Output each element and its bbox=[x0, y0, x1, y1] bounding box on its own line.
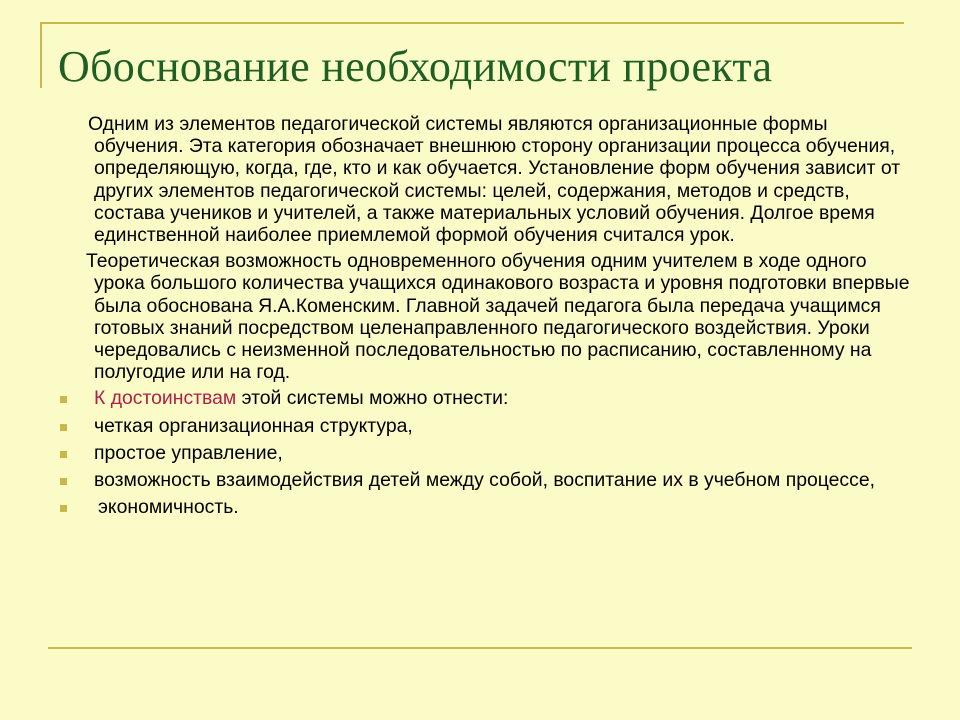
list-item bbox=[58, 469, 918, 491]
bottom-rule bbox=[48, 647, 912, 649]
bullet-square-icon bbox=[60, 478, 67, 485]
paragraph-2: Теоретическая возможность одновременного обучения одним учителем в ходе одного урока большого количества учащихся одинакового возраста и уровня подготовки впервые была обоснована Я.А.Коменским. Главной задачей педагога была передача учащимся готовых знаний посредством целенаправленного педагогического воздействия. Уроки чередовались с неизменной последовательностью по расписанию, составленному на полугодие или на год. bbox=[86, 250, 910, 384]
bullet-square-icon bbox=[60, 396, 67, 403]
list-item bbox=[58, 496, 918, 518]
bullet-text: возможность взаимодействия детей между собой, воспитание их в учебном процессе, bbox=[94, 469, 875, 492]
bullet-text: простое управление, bbox=[94, 441, 283, 464]
slide-title: Обоснование необходимости проекта bbox=[58, 42, 773, 91]
list-item-lead bbox=[58, 387, 918, 409]
lead-prefix: К bbox=[94, 387, 111, 410]
lead-highlight: достоинствам bbox=[110, 387, 237, 410]
list-item bbox=[58, 442, 918, 464]
list-item bbox=[58, 415, 918, 437]
bullet-square-icon bbox=[60, 505, 67, 512]
lead-suffix: этой системы можно отнести: bbox=[236, 387, 509, 410]
bullet-text: четкая организационная структура, bbox=[94, 414, 413, 437]
slide-body bbox=[58, 113, 918, 523]
paragraph-1: Одним из элементов педагогической системы являются организационные формы обучения. Эта категория обозначает внешнюю сторону организации процесса обучения, определяющую, когда, где, кто и как обучается. Установление форм обучения зависит от других элементов педагогической системы: целей, содержания, методов и средств, состава учеников и учителей, а также материальных условий обучения. Долгое время единственной наиболее приемлемой формой обучения считался урок. bbox=[88, 113, 901, 247]
top-rule bbox=[40, 22, 904, 24]
bullet-text: экономичность. bbox=[98, 496, 239, 519]
bullet-square-icon bbox=[60, 451, 67, 458]
bullet-square-icon bbox=[60, 424, 67, 431]
advantages-list bbox=[58, 387, 918, 518]
left-rule bbox=[40, 22, 42, 88]
